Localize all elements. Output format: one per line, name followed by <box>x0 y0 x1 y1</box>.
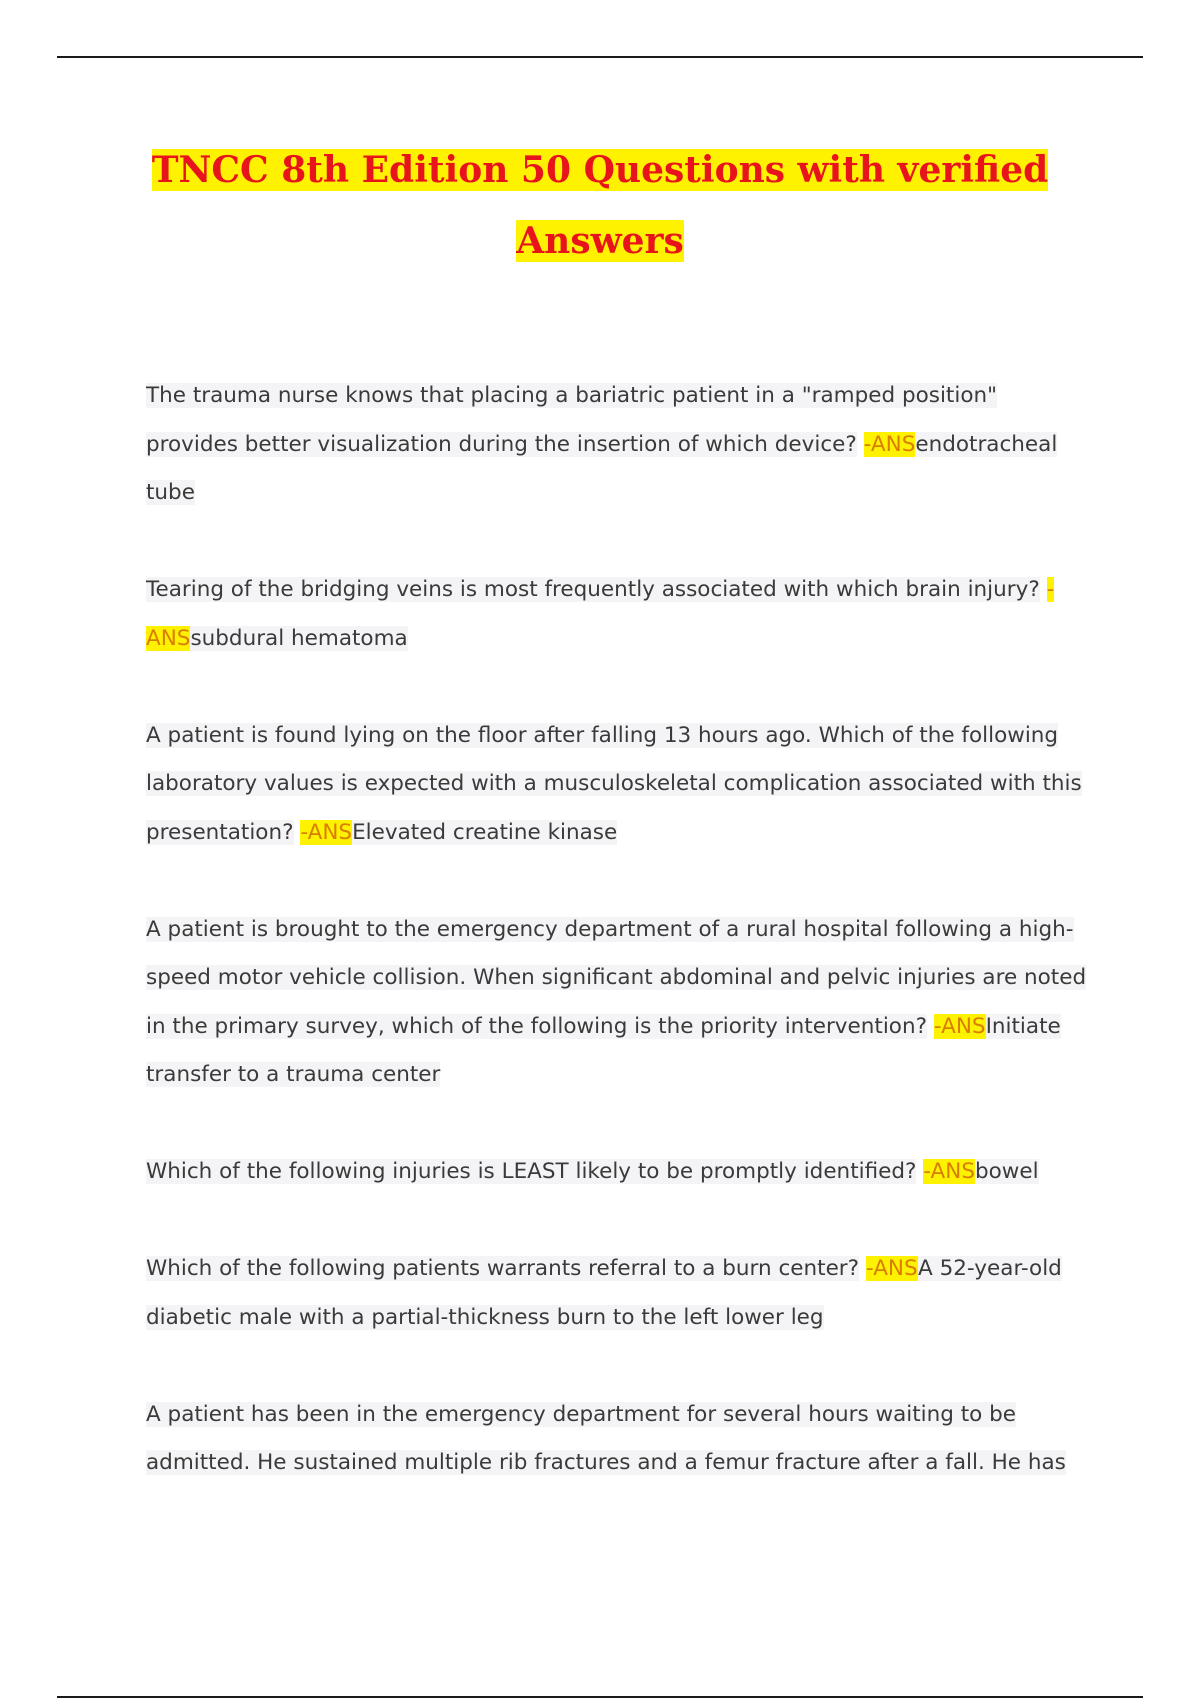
answer-marker: -ANS <box>933 1013 986 1039</box>
question-list <box>146 372 1092 1536</box>
answer-marker: -ANS <box>923 1159 975 1184</box>
qa-item <box>146 372 1092 518</box>
question-text: A patient has been in the emergency department for several hours waiting to be admitted. He sustained multiple rib fractures and a femur fracture after a fall. He has <box>146 1401 1066 1475</box>
question-text: Which of the following injuries is LEAST likely to be promptly identified? <box>146 1159 917 1184</box>
top-rule <box>57 56 1143 58</box>
answer-text: bowel <box>975 1159 1039 1184</box>
question-text: Which of the following patients warrants referral to a burn center? <box>146 1256 860 1281</box>
question-text: Tearing of the bridging veins is most frequently associated with which brain injury? <box>146 577 1040 602</box>
qa-item <box>146 1245 1092 1342</box>
qa-item <box>146 1391 1092 1488</box>
title-line-1: TNCC 8th Edition 50 Questions with verified <box>151 149 1049 191</box>
qa-item <box>146 906 1092 1100</box>
document-title <box>100 135 1100 277</box>
answer-text: A 52-year-old diabetic male with a partial-thickness burn to the left lower leg <box>146 1256 1062 1330</box>
title-line-2: Answers <box>516 220 684 262</box>
answer-marker: -ANS <box>146 577 1055 651</box>
answer-marker: -ANS <box>300 819 353 845</box>
question-text: A patient is found lying on the floor after falling 13 hours ago. Which of the following laboratory values is expected with a musculoskeletal complication associated with this presentation? <box>146 722 1082 845</box>
question-text: A patient is brought to the emergency department of a rural hospital following a high-speed motor vehicle collision. When significant abdominal and pelvic injuries are noted in the primary survey, which of the following is the priority intervention? <box>146 916 1087 1039</box>
answer-marker: -ANS <box>865 1256 919 1281</box>
answer-text: Initiate transfer to a trauma center <box>146 1013 1061 1087</box>
answer-text: endotracheal tube <box>146 431 1058 505</box>
qa-item <box>146 712 1092 858</box>
answer-marker: -ANS <box>863 431 916 457</box>
answer-text: subdural hematoma <box>190 625 408 651</box>
question-text: The trauma nurse knows that placing a bariatric patient in a "ramped position" provides better visualization during the insertion of which device? <box>146 383 998 457</box>
qa-item <box>146 1148 1092 1197</box>
qa-item <box>146 566 1092 663</box>
answer-text: Elevated creatine kinase <box>352 819 618 845</box>
bottom-rule <box>57 1696 1143 1698</box>
